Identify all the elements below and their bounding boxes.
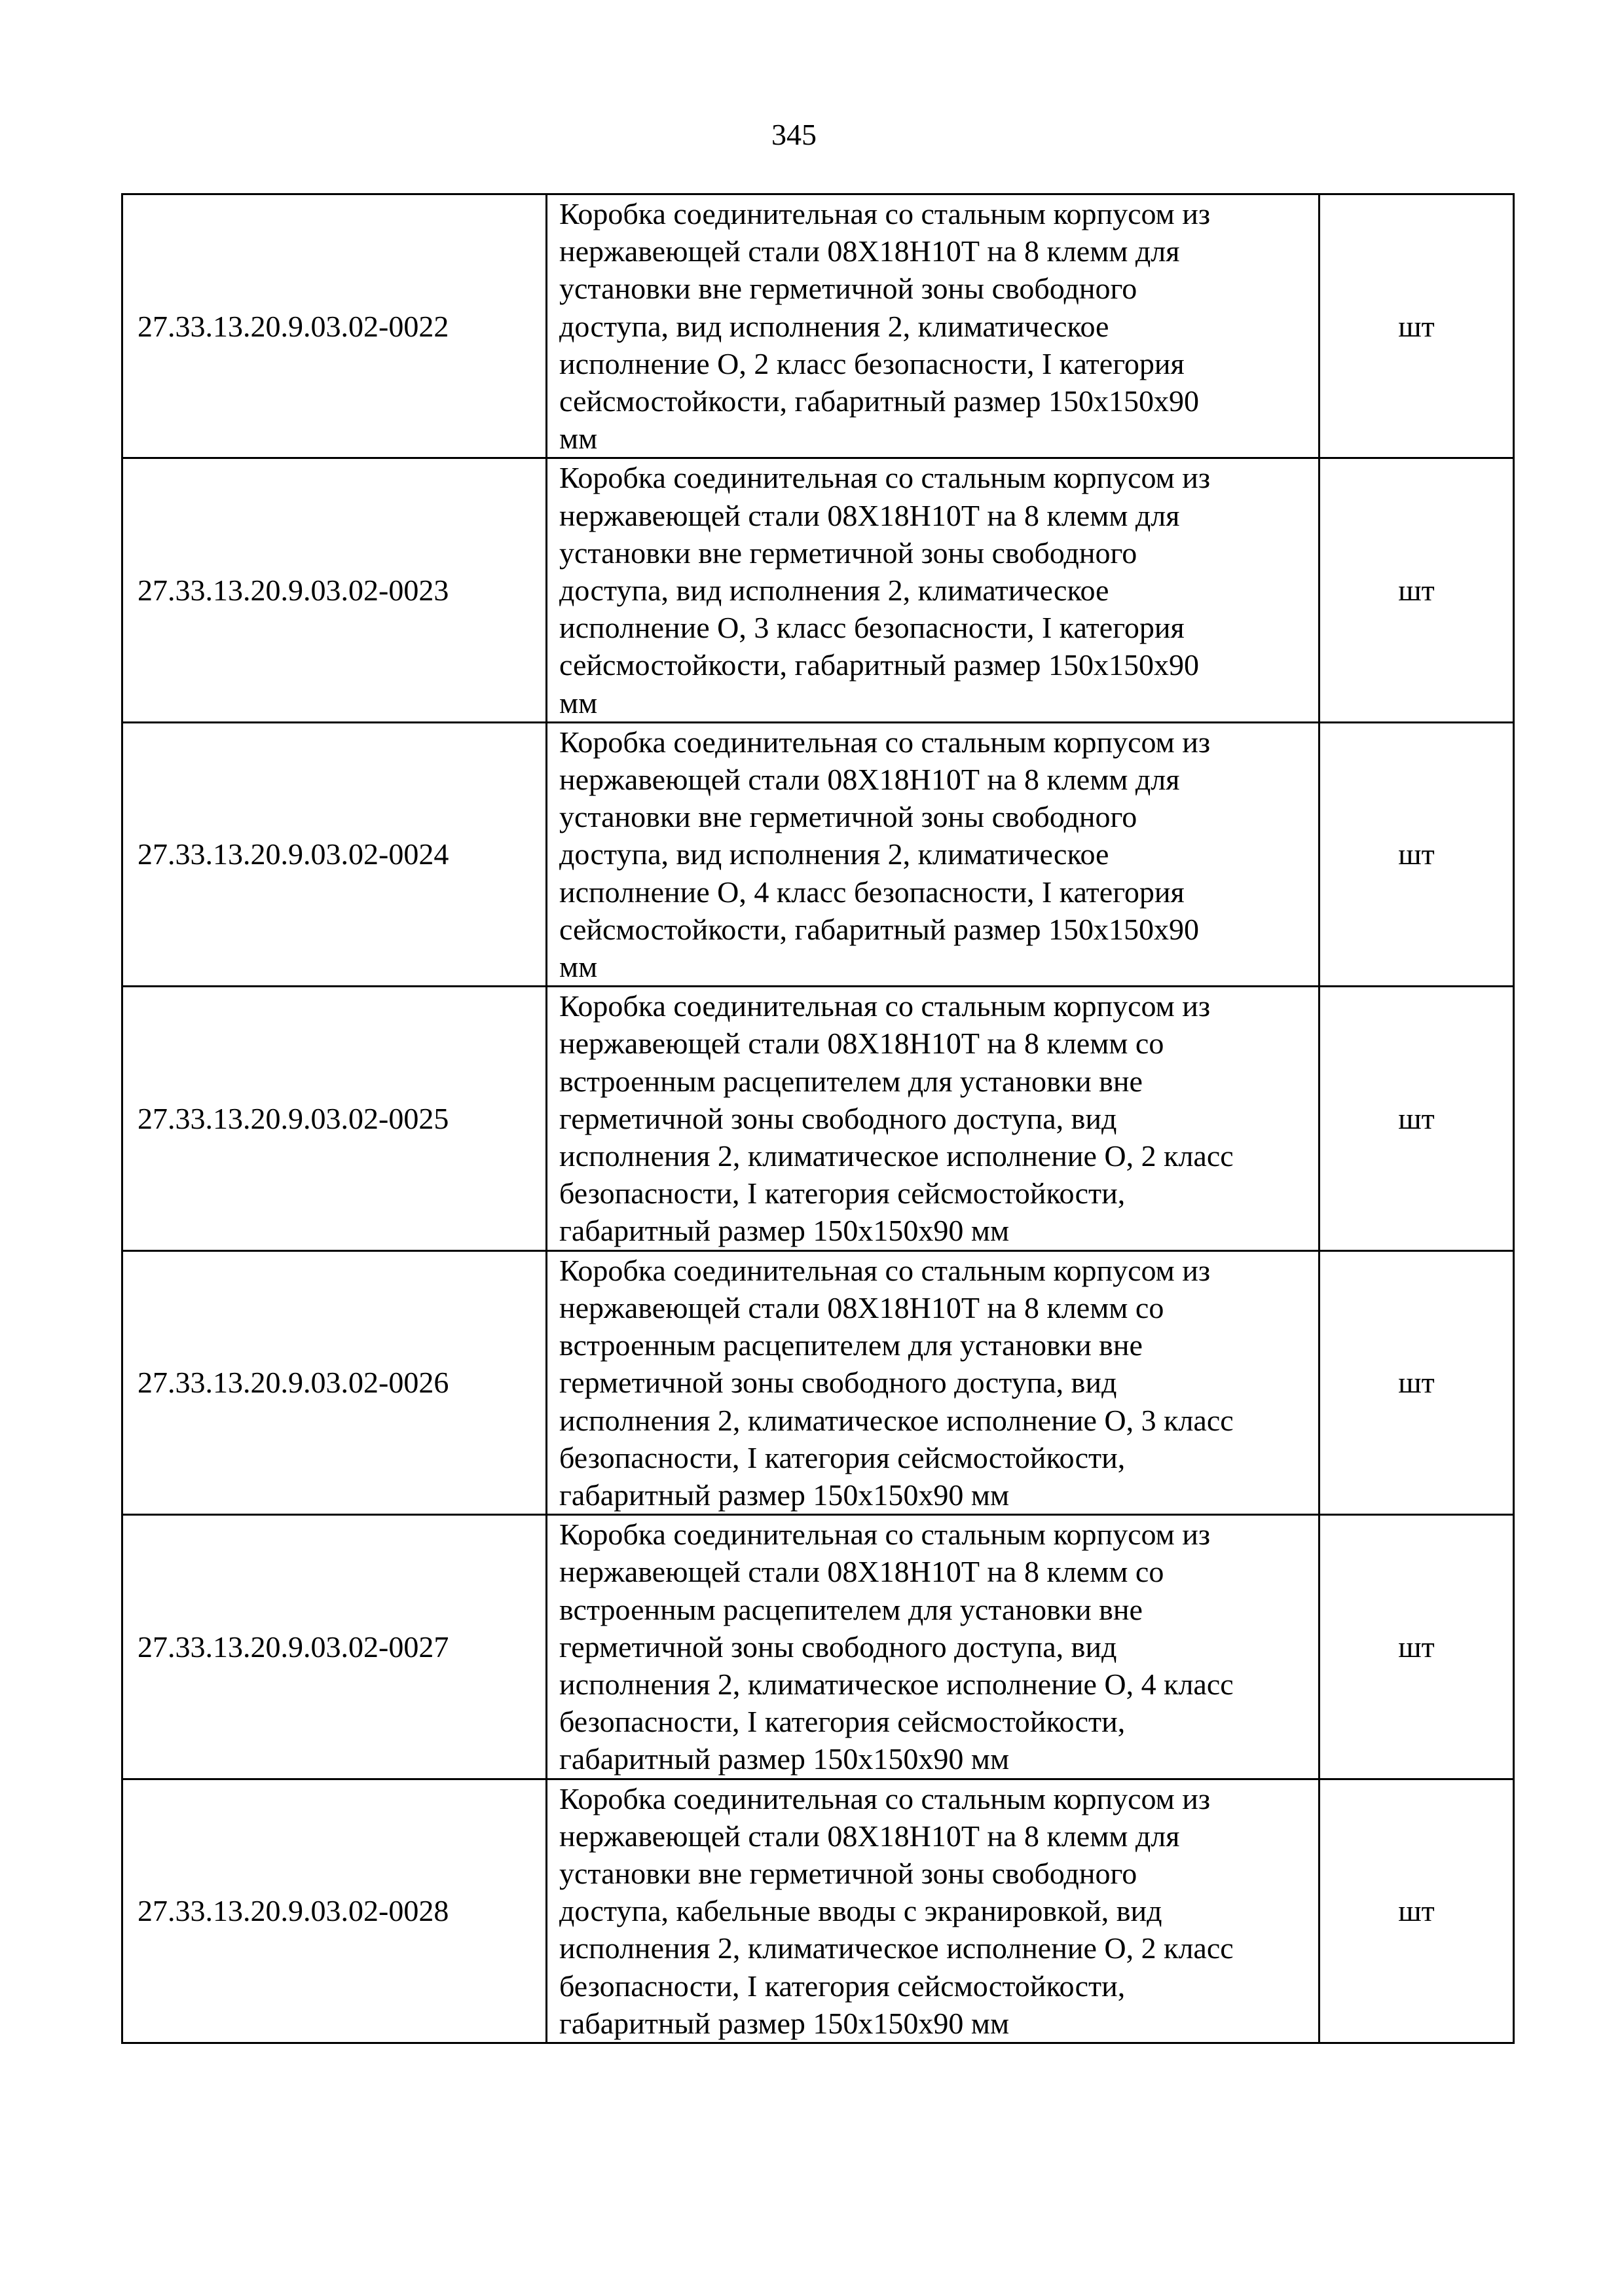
unit-of-measure: шт bbox=[1320, 1250, 1514, 1514]
resource-code: 27.33.13.20.9.03.02-0024 bbox=[122, 722, 547, 986]
resource-description bbox=[547, 722, 1320, 986]
description-line: Коробка соединительная со стальным корпусом из bbox=[559, 725, 1211, 759]
description-line: габаритный размер 150x150x90 мм bbox=[559, 1214, 1010, 1248]
description-line: исполнение О, 3 класс безопасности, I категория bbox=[559, 611, 1185, 645]
resource-description bbox=[547, 1515, 1320, 1779]
description-line: доступа, кабельные вводы с экранировкой, вид bbox=[559, 1894, 1162, 1928]
resource-table bbox=[121, 193, 1515, 2044]
description-line: сейсмостойкости, габаритный размер 150x150x90 bbox=[559, 912, 1199, 946]
unit-of-measure: шт bbox=[1320, 987, 1514, 1250]
description-line: безопасности, I категория сейсмостойкости, bbox=[559, 1969, 1126, 2003]
resource-code: 27.33.13.20.9.03.02-0023 bbox=[122, 458, 547, 722]
table-row bbox=[122, 1779, 1514, 2043]
description-line: Коробка соединительная со стальным корпусом из bbox=[559, 989, 1211, 1023]
description-line: габаритный размер 150x150x90 мм bbox=[559, 1742, 1010, 1776]
table-row bbox=[122, 458, 1514, 722]
resource-code: 27.33.13.20.9.03.02-0025 bbox=[122, 987, 547, 1250]
description-line: безопасности, I категория сейсмостойкости, bbox=[559, 1440, 1126, 1474]
description-line: доступа, вид исполнения 2, климатическое bbox=[559, 837, 1109, 871]
description-line: установки вне герметичной зоны свободного bbox=[559, 536, 1137, 570]
description-line: исполнение О, 2 класс безопасности, I категория bbox=[559, 346, 1185, 380]
description-line: мм bbox=[559, 685, 598, 720]
unit-of-measure: шт bbox=[1320, 194, 1514, 458]
description-line: нержавеющей стали 08Х18Н10Т на 8 клемм для bbox=[559, 234, 1180, 268]
table-row bbox=[122, 987, 1514, 1250]
resource-table-body bbox=[122, 194, 1514, 2043]
description-line: Коробка соединительная со стальным корпусом из bbox=[559, 461, 1211, 495]
description-line: Коробка соединительная со стальным корпусом из bbox=[559, 1518, 1211, 1552]
description-line: герметичной зоны свободного доступа, вид bbox=[559, 1101, 1117, 1135]
resource-description bbox=[547, 458, 1320, 722]
description-line: герметичной зоны свободного доступа, вид bbox=[559, 1366, 1117, 1400]
description-line: исполнение О, 4 класс безопасности, I категория bbox=[559, 875, 1185, 909]
description-line: мм bbox=[559, 422, 598, 456]
description-line: безопасности, I категория сейсмостойкости, bbox=[559, 1176, 1126, 1211]
description-line: исполнения 2, климатическое исполнение О, 4 класс bbox=[559, 1667, 1234, 1701]
description-line: сейсмостойкости, габаритный размер 150x150x90 bbox=[559, 384, 1199, 418]
description-line: нержавеющей стали 08Х18Н10Т на 8 клемм для bbox=[559, 763, 1180, 797]
description-line: исполнения 2, климатическое исполнение О, 2 класс bbox=[559, 1931, 1234, 1965]
description-line: нержавеющей стали 08Х18Н10Т на 8 клемм для bbox=[559, 1819, 1180, 1853]
description-line: нержавеющей стали 08Х18Н10Т на 8 клемм со bbox=[559, 1290, 1164, 1324]
description-line: встроенным расцепителем для установки вне bbox=[559, 1064, 1143, 1098]
table-row bbox=[122, 194, 1514, 458]
description-line: нержавеющей стали 08Х18Н10Т на 8 клемм со bbox=[559, 1555, 1164, 1589]
resource-description bbox=[547, 194, 1320, 458]
description-line: установки вне герметичной зоны свободного bbox=[559, 272, 1137, 306]
table-row bbox=[122, 1515, 1514, 1779]
description-line: исполнения 2, климатическое исполнение О, 2 класс bbox=[559, 1139, 1234, 1173]
description-line: Коробка соединительная со стальным корпусом из bbox=[559, 197, 1211, 230]
unit-of-measure: шт bbox=[1320, 458, 1514, 722]
description-line: встроенным расцепителем для установки вне bbox=[559, 1592, 1143, 1626]
description-line: исполнения 2, климатическое исполнение О, 3 класс bbox=[559, 1403, 1234, 1437]
resource-code: 27.33.13.20.9.03.02-0027 bbox=[122, 1515, 547, 1779]
description-line: Коробка соединительная со стальным корпусом из bbox=[559, 1781, 1211, 1815]
description-line: габаритный размер 150x150x90 мм bbox=[559, 1478, 1010, 1512]
description-line: встроенным расцепителем для установки вне bbox=[559, 1328, 1143, 1362]
unit-of-measure: шт bbox=[1320, 1779, 1514, 2043]
description-line: мм bbox=[559, 950, 598, 984]
resource-description bbox=[547, 987, 1320, 1250]
resource-code: 27.33.13.20.9.03.02-0022 bbox=[122, 194, 547, 458]
unit-of-measure: шт bbox=[1320, 722, 1514, 986]
table-row bbox=[122, 722, 1514, 986]
description-line: установки вне герметичной зоны свободного bbox=[559, 1856, 1137, 1890]
resource-code: 27.33.13.20.9.03.02-0028 bbox=[122, 1779, 547, 2043]
description-line: установки вне герметичной зоны свободного bbox=[559, 800, 1137, 834]
description-line: нержавеющей стали 08Х18Н10Т на 8 клемм для bbox=[559, 498, 1180, 532]
table-row bbox=[122, 1250, 1514, 1514]
page-number: 345 bbox=[771, 118, 817, 151]
unit-of-measure: шт bbox=[1320, 1515, 1514, 1779]
description-line: сейсмостойкости, габаритный размер 150x150x90 bbox=[559, 648, 1199, 682]
description-line: доступа, вид исполнения 2, климатическое bbox=[559, 574, 1109, 608]
description-line: герметичной зоны свободного доступа, вид bbox=[559, 1630, 1117, 1664]
resource-description bbox=[547, 1779, 1320, 2043]
description-line: Коробка соединительная со стальным корпусом из bbox=[559, 1253, 1211, 1287]
resource-code: 27.33.13.20.9.03.02-0026 bbox=[122, 1250, 547, 1514]
description-line: доступа, вид исполнения 2, климатическое bbox=[559, 309, 1109, 343]
resource-description bbox=[547, 1250, 1320, 1514]
description-line: безопасности, I категория сейсмостойкости, bbox=[559, 1705, 1126, 1739]
description-line: нержавеющей стали 08Х18Н10Т на 8 клемм со bbox=[559, 1027, 1164, 1061]
description-line: габаритный размер 150x150x90 мм bbox=[559, 2006, 1010, 2040]
